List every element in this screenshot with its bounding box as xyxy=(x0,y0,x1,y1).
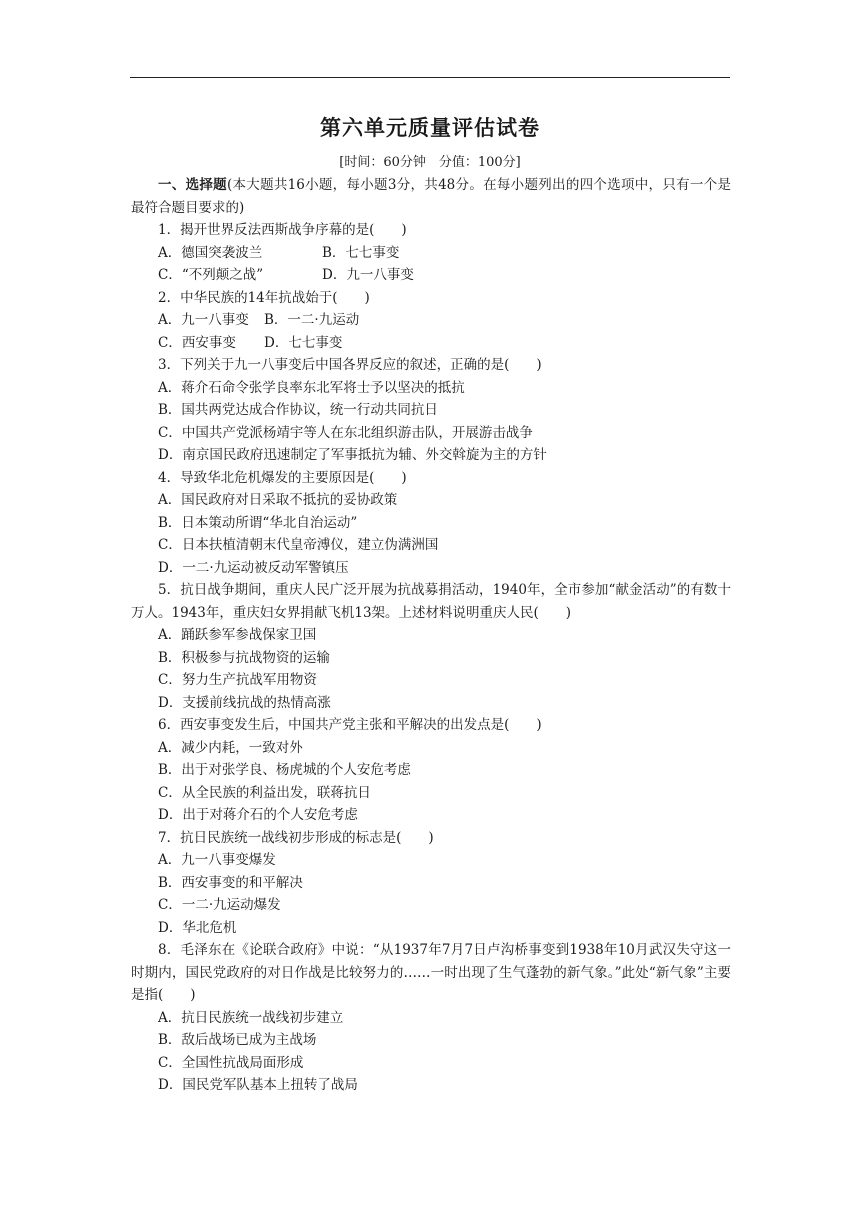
question-1 xyxy=(131,219,731,287)
option-row xyxy=(131,309,731,332)
exam-meta: [时间：60分钟 分值：100分] xyxy=(339,155,521,170)
option-a[interactable]: A．德国突袭波兰 xyxy=(158,244,263,261)
option-b[interactable]: B．积极参与抗战物资的运输 xyxy=(158,649,330,666)
option-c[interactable]: C．全国性抗战局面形成 xyxy=(158,1054,304,1071)
option-b[interactable]: B．国共两党达成合作协议，统一行动共同抗日 xyxy=(158,402,438,418)
option-d[interactable]: D．七七事变 xyxy=(264,334,343,351)
question-4 xyxy=(131,467,731,580)
option-d[interactable]: D．华北危机 xyxy=(158,919,237,936)
option-a[interactable]: A．九一八事变 xyxy=(158,312,249,328)
option-b[interactable]: B．出于对张学良、杨虎城的个人安危考虑 xyxy=(158,762,411,778)
option-b[interactable]: B．日本策动所谓“华北自治运动” xyxy=(158,514,358,531)
question-2 xyxy=(131,287,731,355)
option-a[interactable]: A．踊跃参军参战保家卫国 xyxy=(158,627,317,643)
option-a[interactable]: A．减少内耗，一致对外 xyxy=(158,739,303,756)
option-c[interactable]: C．“不列颠之战” xyxy=(158,267,264,283)
option-c[interactable]: C．西安事变 xyxy=(158,334,236,351)
option-c[interactable]: C．努力生产抗战军用物资 xyxy=(158,672,317,688)
section-description: (本大题共16小题，每小题3分，共48分。在每小题列出的四个选项中，只有一个是最符合题目要求的) xyxy=(131,177,731,216)
option-a[interactable]: A．九一八事变爆发 xyxy=(158,852,276,868)
question-stem: 6．西安事变发生后，中国共产党主张和平解决的出发点是( ) xyxy=(158,717,542,733)
question-stem: 3．下列关于九一八事变后中国各界反应的叙述，正确的是( ) xyxy=(158,357,542,373)
question-stem: 5．抗日战争期间，重庆人民广泛开展为抗战募捐活动，1940年，全市参加“献金活动”的有数十万人。1943年，重庆妇女界捐献飞机13架。上述材料说明重庆人民( ) xyxy=(131,582,731,621)
page-title: 第六单元质量评估试卷 xyxy=(320,116,540,140)
option-b[interactable]: B．一二·九运动 xyxy=(264,312,360,328)
option-a[interactable]: A．抗日民族统一战线初步建立 xyxy=(158,1009,344,1026)
question-7 xyxy=(131,827,731,940)
question-stem: 1．揭开世界反法西斯战争序幕的是( ) xyxy=(158,222,407,238)
option-b[interactable]: B．敌后战场已成为主战场 xyxy=(158,1032,317,1048)
question-5 xyxy=(131,579,731,714)
option-c[interactable]: C．日本扶植清朝末代皇帝溥仪，建立伪满洲国 xyxy=(158,537,439,553)
option-c[interactable]: C．中国共产党派杨靖宇等人在东北组织游击队，开展游击战争 xyxy=(158,424,533,441)
section-heading: 一、选择题 xyxy=(158,177,227,193)
option-d[interactable]: D．一二·九运动被反动军警镇压 xyxy=(158,559,349,576)
option-d[interactable]: D．国民党军队基本上扭转了战局 xyxy=(158,1077,358,1093)
exam-body xyxy=(131,174,731,1097)
question-stem: 8．毛泽东在《论联合政府》中说：“从1937年7月7日卢沟桥事变到1938年10月武汉失守这一时期内，国民党政府的对日作战是比较努力的……一时出现了生气蓬勃的新气象。”此处“新气象”主要是指( ) xyxy=(131,942,731,1003)
question-6 xyxy=(131,714,731,827)
question-stem: 7．抗日民族统一战线初步形成的标志是( ) xyxy=(158,829,434,846)
option-d[interactable]: D．南京国民政府迅速制定了军事抵抗为辅、外交斡旋为主的方针 xyxy=(158,447,547,463)
option-d[interactable]: D．出于对蒋介石的个人安危考虑 xyxy=(158,807,358,823)
option-d[interactable]: D．支援前线抗战的热情高涨 xyxy=(158,694,331,711)
option-b[interactable]: B．七七事变 xyxy=(322,244,400,261)
question-8 xyxy=(131,939,731,1097)
option-a[interactable]: A．蒋介石命令张学良率东北军将士予以坚决的抵抗 xyxy=(158,379,465,396)
section-instructions xyxy=(131,174,731,219)
question-stem: 4．导致华北危机爆发的主要原因是( ) xyxy=(158,469,407,486)
option-d[interactable]: D．九一八事变 xyxy=(322,267,414,283)
question-stem: 2．中华民族的14年抗战始于( ) xyxy=(158,289,370,306)
option-row xyxy=(131,242,731,265)
header-rule xyxy=(130,77,730,78)
option-row xyxy=(131,264,731,287)
question-3 xyxy=(131,354,731,467)
option-b[interactable]: B．西安事变的和平解决 xyxy=(158,874,303,891)
option-row xyxy=(131,332,731,355)
option-c[interactable]: C．从全民族的利益出发，联蒋抗日 xyxy=(158,784,371,801)
option-c[interactable]: C．一二·九运动爆发 xyxy=(158,897,281,913)
option-a[interactable]: A．国民政府对日采取不抵抗的妥协政策 xyxy=(158,492,398,508)
